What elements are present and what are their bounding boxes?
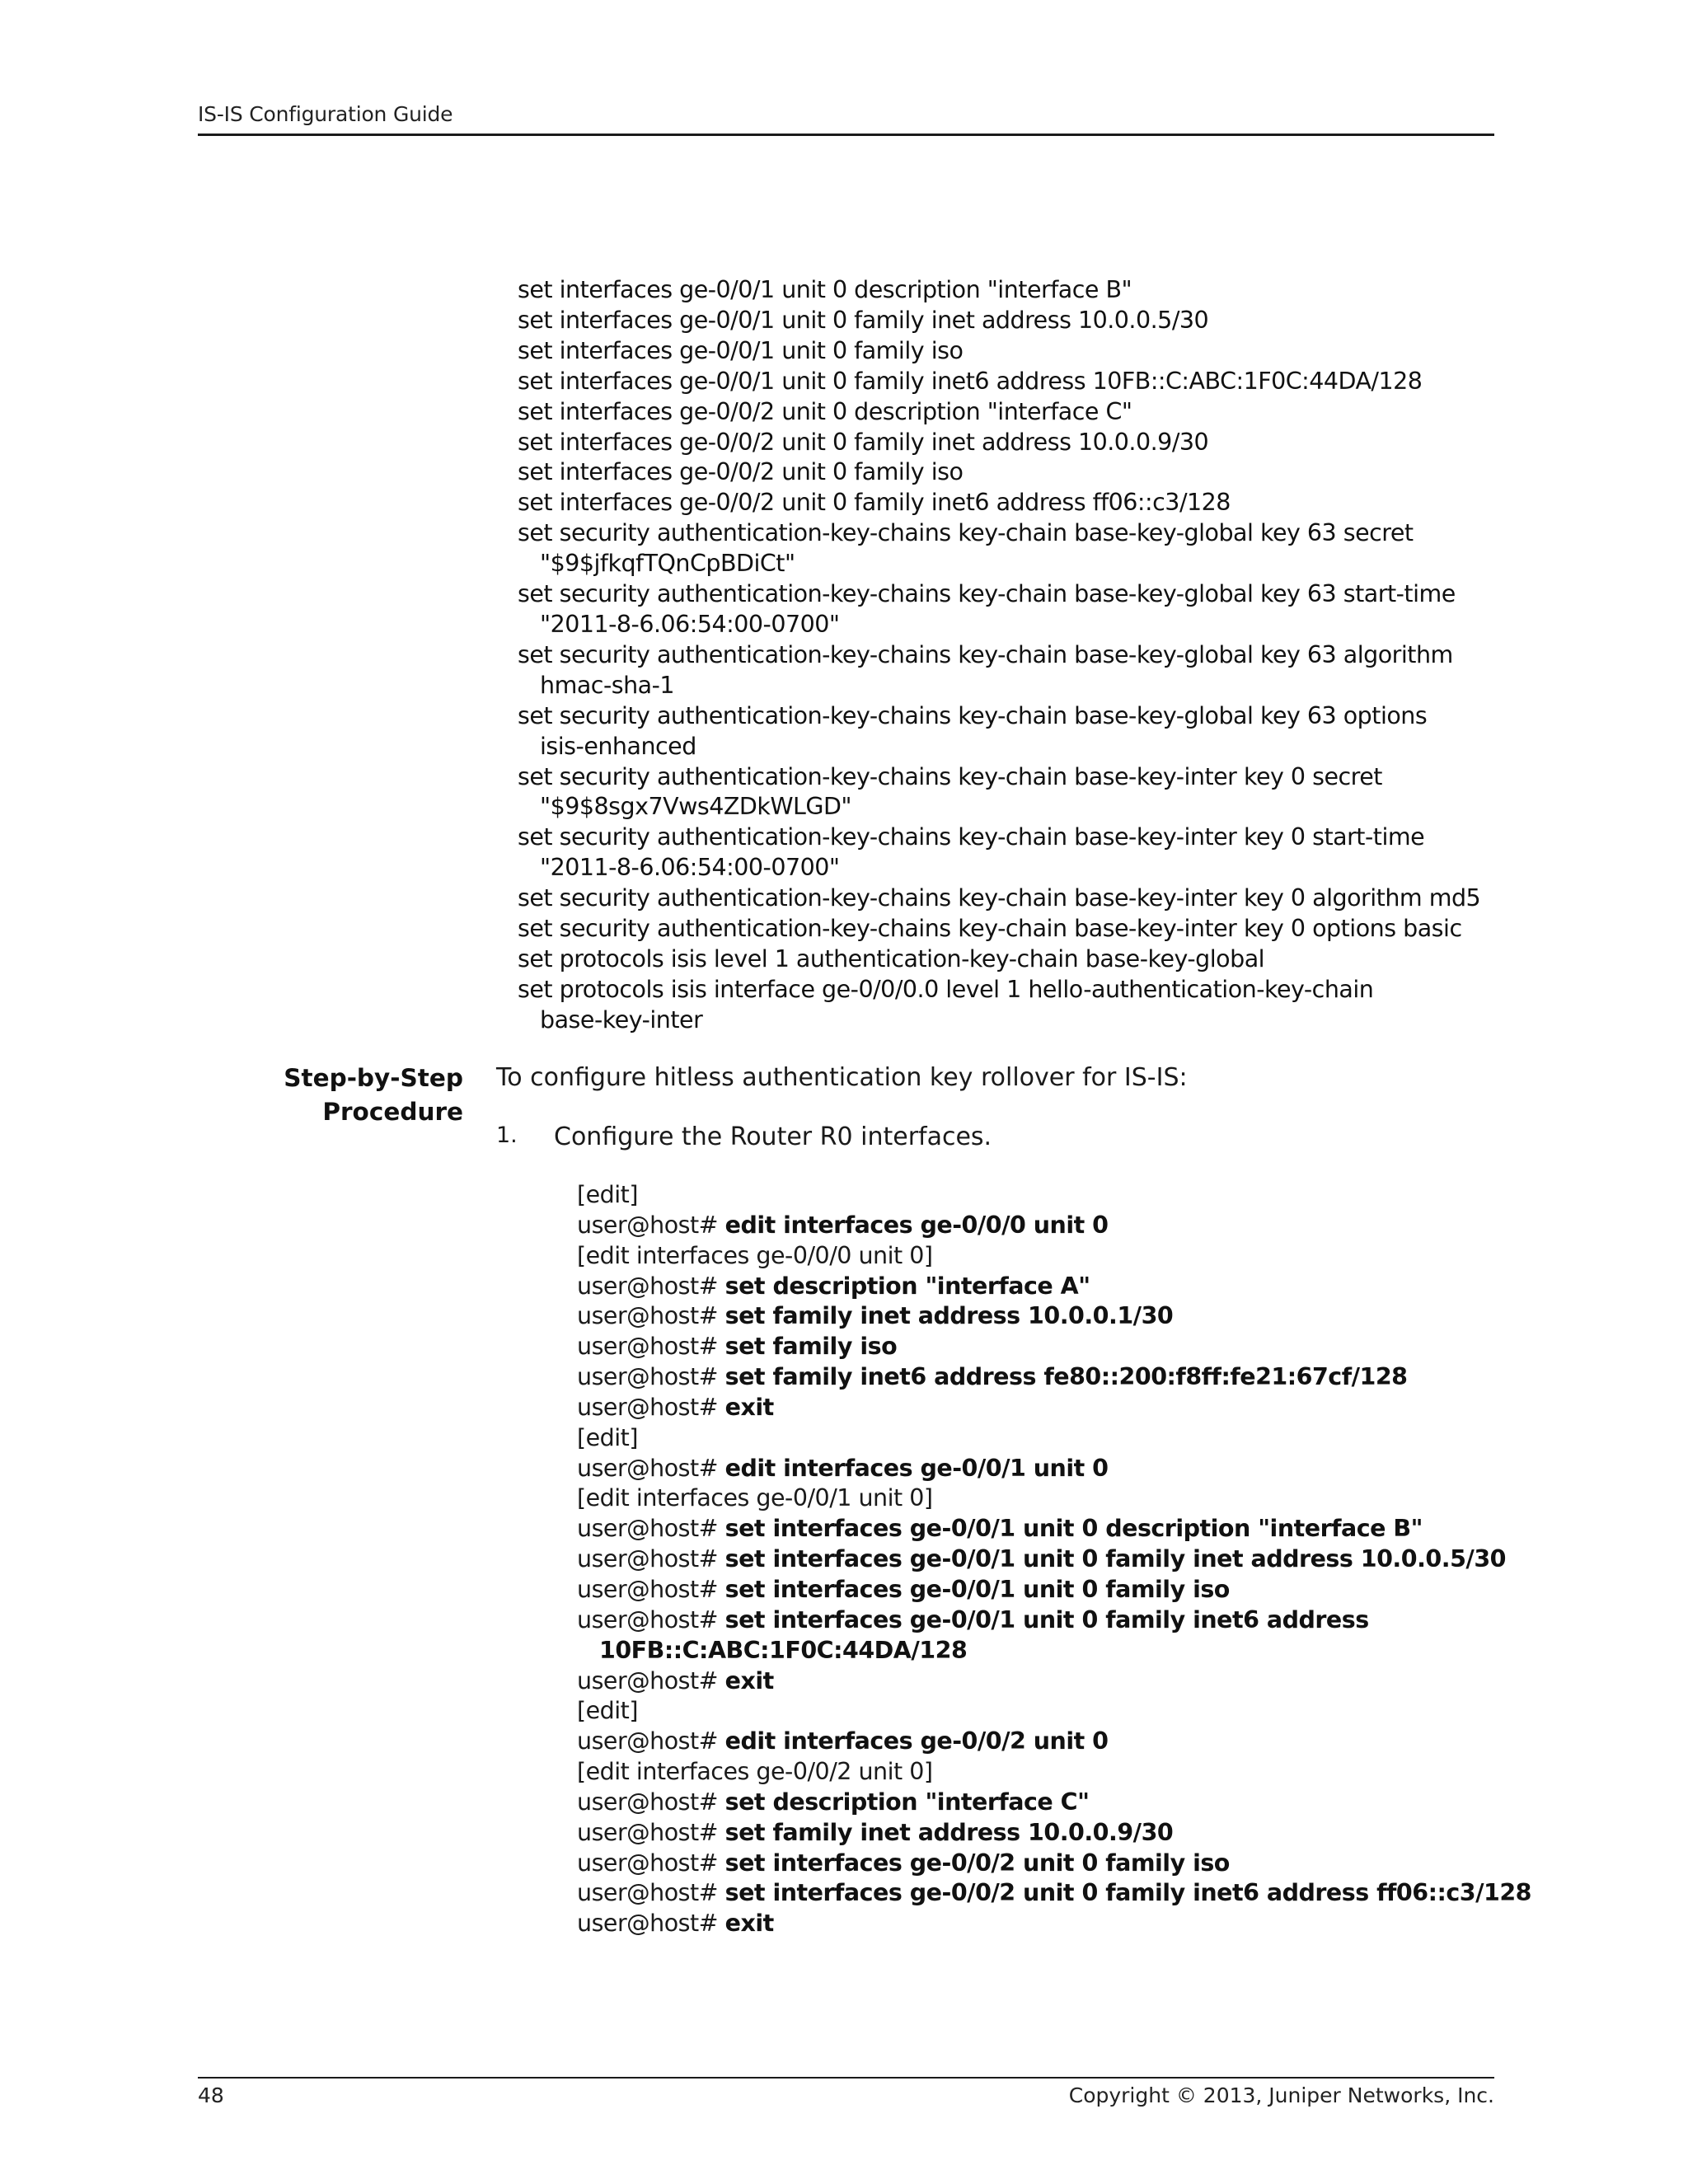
cli-command-line: [577, 1575, 1500, 1605]
code-line-continuation: "2011-8-6.06:54:00-0700": [540, 610, 840, 638]
cli-command: set interfaces ge-0/0/1 unit 0 family inet address 10.0.0.5/30: [724, 1545, 1506, 1573]
cli-command: edit interfaces ge-0/0/1 unit 0: [724, 1454, 1109, 1482]
cli-context: [edit]: [577, 1181, 638, 1208]
cli-prompt: user@host#: [577, 1515, 725, 1543]
cli-command: edit interfaces ge-0/0/2 unit 0: [724, 1727, 1109, 1755]
cli-command-line: [577, 1272, 1500, 1302]
cli-context-line: [577, 1241, 1500, 1272]
cli-prompt: user@host#: [577, 1727, 725, 1755]
cli-command: exit: [724, 1910, 774, 1938]
cli-context: [edit interfaces ge-0/0/1 unit 0]: [577, 1484, 933, 1512]
cli-prompt: user@host#: [577, 1605, 725, 1633]
cli-command: set family inet address 10.0.0.1/30: [724, 1302, 1174, 1330]
cli-continuation-line: [577, 1636, 1500, 1666]
procedure-intro: To configure hitless authentication key rollover for IS-IS:: [496, 1063, 1188, 1092]
cli-prompt: user@host#: [577, 1272, 725, 1300]
cli-command-line: [577, 1909, 1500, 1939]
cli-command-line: [577, 1301, 1500, 1332]
page-number: 48: [198, 2083, 224, 2107]
code-line: set interfaces ge-0/0/1 unit 0 family inet6 address 10FB::C:ABC:1F0C:44DA/128: [518, 367, 1423, 395]
step-number: 1.: [496, 1122, 518, 1148]
cli-command-line: [577, 1605, 1500, 1636]
header-rule: [198, 134, 1494, 136]
code-line: set interfaces ge-0/0/1 unit 0 description "interface B": [518, 276, 1132, 303]
cli-command-line: [577, 1544, 1506, 1575]
code-line-continuation: isis-enhanced: [540, 732, 696, 760]
page-header-title: IS-IS Configuration Guide: [198, 102, 453, 126]
heading-line: Step-by-Step: [284, 1064, 463, 1092]
cli-prompt: user@host#: [577, 1818, 725, 1846]
step-text: Configure the Router R0 interfaces.: [554, 1122, 992, 1151]
cli-command: exit: [724, 1666, 774, 1694]
cli-prompt: user@host#: [577, 1363, 725, 1391]
cli-command: set family inet6 address fe80::200:f8ff:fe21:67cf/128: [724, 1363, 1408, 1391]
copyright-notice: Copyright © 2013, Juniper Networks, Inc.: [1068, 2083, 1494, 2107]
code-line: set protocols isis interface ge-0/0/0.0 level 1 hello-authentication-key-chain: [518, 975, 1374, 1003]
code-line: set security authentication-key-chains key-chain base-key-global key 63 options: [518, 701, 1428, 729]
cli-command: set interfaces ge-0/0/1 unit 0 family iso: [724, 1575, 1230, 1603]
cli-command: exit: [724, 1393, 774, 1421]
cli-context-line: [577, 1696, 1500, 1727]
step-by-step-heading: [247, 1062, 463, 1129]
cli-command-line: [577, 1788, 1500, 1818]
cli-command-line: [577, 1818, 1500, 1849]
cli-prompt: user@host#: [577, 1454, 725, 1482]
code-line: set security authentication-key-chains key-chain base-key-inter key 0 algorithm md5: [518, 884, 1481, 912]
heading-line: Procedure: [322, 1098, 463, 1126]
cli-command: set interfaces ge-0/0/1 unit 0 family inet6 address: [724, 1605, 1369, 1633]
cli-prompt: user@host#: [577, 1666, 725, 1694]
cli-command: edit interfaces ge-0/0/0 unit 0: [724, 1211, 1109, 1239]
cli-prompt: user@host#: [577, 1211, 725, 1239]
cli-command-line: [577, 1454, 1500, 1484]
code-line: set interfaces ge-0/0/1 unit 0 family inet address 10.0.0.5/30: [518, 306, 1209, 334]
code-line: set interfaces ge-0/0/2 unit 0 family iso: [518, 458, 964, 486]
cli-context-line: [577, 1423, 1500, 1454]
code-line-continuation: "$9$8sgx7Vws4ZDkWLGD": [540, 793, 852, 821]
cli-command-line: [577, 1393, 1500, 1423]
cli-context: [edit interfaces ge-0/0/0 unit 0]: [577, 1241, 933, 1269]
cli-command: set description "interface C": [724, 1788, 1090, 1816]
cli-prompt: user@host#: [577, 1575, 725, 1603]
code-line: set security authentication-key-chains key-chain base-key-global key 63 start-time: [518, 580, 1456, 608]
cli-command-line: [577, 1362, 1500, 1393]
cli-prompt: user@host#: [577, 1333, 725, 1361]
code-line: set interfaces ge-0/0/1 unit 0 family iso: [518, 336, 964, 364]
code-line-continuation: "$9$jfkqfTQnCpBDiCt": [540, 550, 795, 578]
cli-command-line: [577, 1514, 1500, 1544]
cli-command: set family inet address 10.0.0.9/30: [724, 1818, 1174, 1846]
cli-command: 10FB::C:ABC:1F0C:44DA/128: [599, 1636, 968, 1664]
code-line: set security authentication-key-chains key-chain base-key-global key 63 algorithm: [518, 640, 1453, 668]
cli-command: set family iso: [724, 1333, 898, 1361]
cli-context-line: [577, 1483, 1500, 1514]
code-line: set security authentication-key-chains key-chain base-key-global key 63 secret: [518, 519, 1414, 547]
cli-prompt: user@host#: [577, 1910, 725, 1938]
cli-context: [edit]: [577, 1423, 638, 1451]
cli-context-line: [577, 1180, 1500, 1211]
cli-command: set description "interface A": [724, 1272, 1090, 1300]
cli-command-line: [577, 1211, 1500, 1241]
footer-rule: [198, 2077, 1494, 2079]
code-line: set security authentication-key-chains key-chain base-key-inter key 0 secret: [518, 762, 1382, 790]
code-line: set security authentication-key-chains key-chain base-key-inter key 0 start-time: [518, 823, 1425, 851]
code-line: set protocols isis level 1 authentication-key-chain base-key-global: [518, 944, 1265, 972]
config-code-block: [518, 275, 1507, 1036]
cli-command: set interfaces ge-0/0/2 unit 0 family inet6 address ff06::c3/128: [724, 1879, 1531, 1907]
cli-command-line: [577, 1727, 1500, 1757]
cli-context: [edit]: [577, 1697, 638, 1725]
cli-prompt: user@host#: [577, 1788, 725, 1816]
code-line: set interfaces ge-0/0/2 unit 0 description "interface C": [518, 397, 1132, 425]
cli-command: set interfaces ge-0/0/2 unit 0 family iso: [724, 1849, 1230, 1877]
code-line-continuation: base-key-inter: [540, 1005, 703, 1033]
cli-command-line: [577, 1666, 1500, 1697]
cli-prompt: user@host#: [577, 1879, 725, 1907]
cli-command-line: [577, 1878, 1531, 1909]
cli-prompt: user@host#: [577, 1393, 725, 1421]
cli-command-line: [577, 1849, 1500, 1879]
cli-command: set interfaces ge-0/0/1 unit 0 description "interface B": [724, 1515, 1423, 1543]
code-line-continuation: "2011-8-6.06:54:00-0700": [540, 854, 840, 882]
cli-session-block: [577, 1180, 1531, 1939]
code-line: set interfaces ge-0/0/2 unit 0 family inet address 10.0.0.9/30: [518, 428, 1209, 456]
cli-prompt: user@host#: [577, 1302, 725, 1330]
cli-context-line: [577, 1757, 1500, 1788]
cli-context: [edit interfaces ge-0/0/2 unit 0]: [577, 1758, 933, 1786]
cli-prompt: user@host#: [577, 1545, 725, 1573]
code-line: set interfaces ge-0/0/2 unit 0 family inet6 address ff06::c3/128: [518, 489, 1231, 517]
code-line-continuation: hmac-sha-1: [540, 671, 675, 699]
code-line: set security authentication-key-chains key-chain base-key-inter key 0 options basic: [518, 915, 1462, 943]
cli-command-line: [577, 1332, 1500, 1362]
cli-prompt: user@host#: [577, 1849, 725, 1877]
